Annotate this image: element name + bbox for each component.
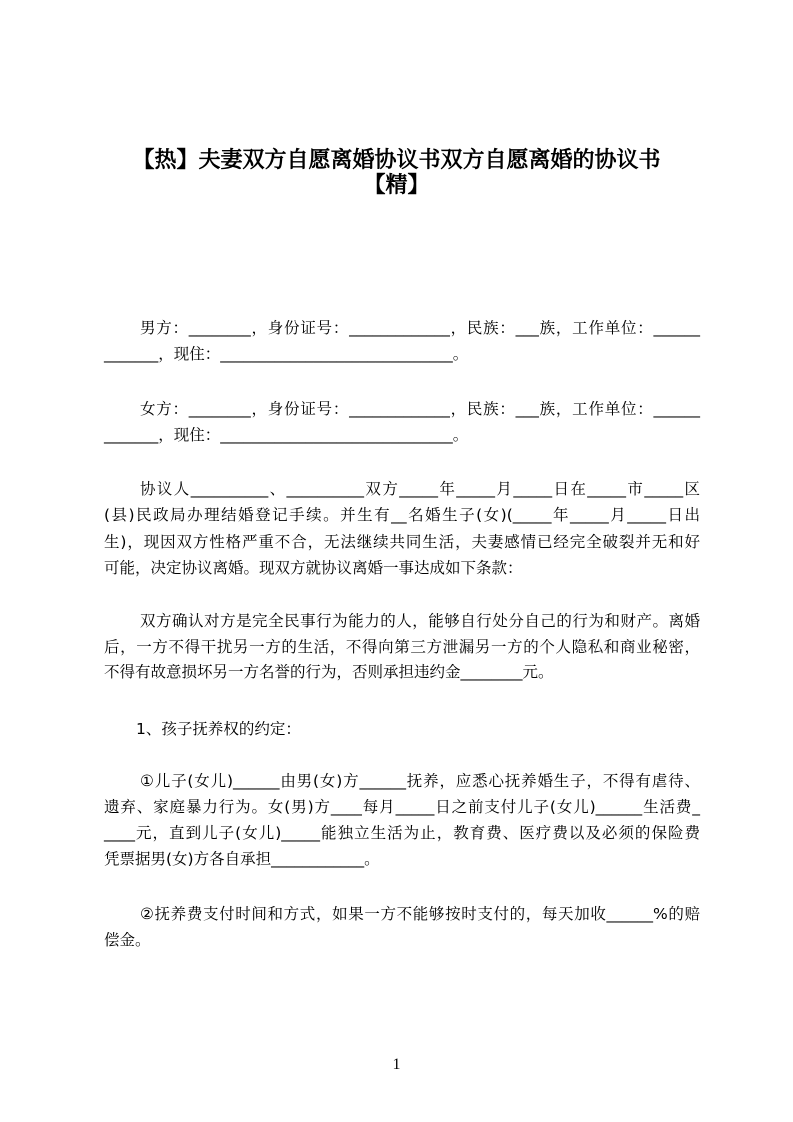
title-line-2: 【精】	[363, 173, 430, 198]
text-line: 遗弃、家庭暴力行为。女(男)方____每月_____日之前支付儿子(女儿)______生活费_	[104, 798, 700, 816]
text-line: 后，一方不得干扰另一方的生活，不得向第三方泄漏另一方的个人隐私和商业秘密，	[104, 637, 700, 656]
text-line: 不得有故意损坏另一方名誉的行为，否则承担违约金________元。	[104, 663, 554, 681]
text-line: (县)民政局办理结婚登记手续。并生有__名婚生子(女)(_____年_____月_____日出	[104, 506, 700, 525]
text-line: ②抚养费支付时间和方式，如果一方不能够按时支付的，每天加收______%的赔	[140, 905, 700, 923]
title-line-1: 【热】夫妻双方自愿离婚协议书双方自愿离婚的协议书	[132, 148, 661, 173]
text-line: ①儿子(女儿)______由男(女)方______抚养，应悉心抚养婚生子，不得有虐待、	[140, 772, 700, 790]
text-line: _______，现住：______________________________。	[104, 345, 469, 364]
text-line: 女方：________，身份证号：_____________，民族：___族，工作单位：______	[140, 400, 700, 418]
paragraph-marriage-info	[104, 476, 700, 581]
section-heading-custody	[104, 716, 700, 742]
text-line: 1、孩子抚养权的约定：	[136, 720, 301, 738]
text-line: 生)，现因双方性格严重不合，无法继续共同生活，夫妻感情已经完全破裂并无和好	[104, 532, 700, 551]
paragraph-capacity	[104, 609, 700, 686]
page-number: 1	[392, 1056, 401, 1073]
text-line: 男方：________，身份证号：_____________，民族：___族，工作单位：______	[140, 319, 700, 337]
paragraph-custody	[104, 768, 700, 872]
text-line: 偿金。	[104, 931, 151, 949]
paragraph-payment	[104, 901, 700, 953]
text-line: 凭票据男(女)方各自承担____________。	[104, 850, 380, 868]
text-line: _______，现住：______________________________。	[104, 426, 469, 445]
text-line: 协议人__________、__________双方_____年_____月_____日在_____市_____区	[140, 480, 700, 498]
paragraph-female-party	[104, 396, 700, 449]
paragraph-male-party	[104, 315, 700, 368]
text-line: ____元，直到儿子(女儿)_____能独立生活为止，教育费、医疗费以及必须的保险费	[104, 824, 700, 842]
text-line: 双方确认对方是完全民事行为能力的人，能够自行处分自己的行为和财产。离婚	[140, 612, 700, 630]
document-title	[0, 148, 793, 198]
text-line: 可能，决定协议离婚。现双方就协议离婚一事达成如下条款：	[104, 558, 523, 577]
